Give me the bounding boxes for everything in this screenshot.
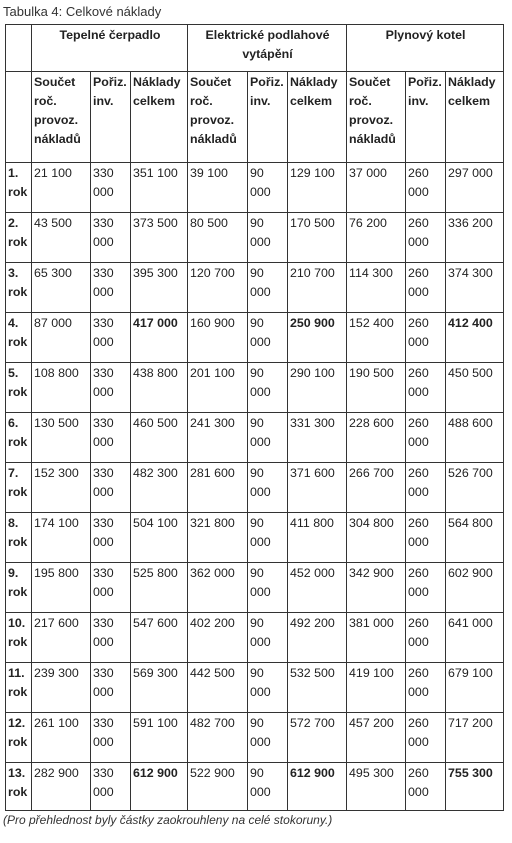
- heat-pump-total-cell: 395 300: [131, 263, 188, 313]
- electric-total-cell: 371 600: [288, 463, 347, 513]
- sub-header-acquisition-investment: Pořiz. inv.: [248, 72, 288, 163]
- gas-investment-cell: 260 000: [406, 713, 446, 763]
- corner-cell: [6, 72, 32, 163]
- electric-operating-sum-cell: 201 100: [188, 363, 248, 413]
- group-header-heat-pump: Tepelné čerpadlo: [32, 25, 188, 72]
- electric-investment-cell: 90 000: [248, 413, 288, 463]
- sub-header-acquisition-investment: Pořiz. inv.: [91, 72, 131, 163]
- heat-pump-investment-cell: 330 000: [91, 513, 131, 563]
- electric-operating-sum-cell: 160 900: [188, 313, 248, 363]
- gas-operating-sum-cell: 419 100: [347, 663, 406, 713]
- sub-header-total-costs: Náklady celkem: [446, 72, 504, 163]
- gas-investment-cell: 260 000: [406, 513, 446, 563]
- heat-pump-total-cell: 525 800: [131, 563, 188, 613]
- sub-header-annual-operating-sum: Součet roč. provoz. nákladů: [347, 72, 406, 163]
- gas-total-cell: 717 200: [446, 713, 504, 763]
- table-row: [6, 413, 504, 463]
- heat-pump-investment-cell: 330 000: [91, 413, 131, 463]
- gas-investment-cell: 260 000: [406, 463, 446, 513]
- sub-header-annual-operating-sum: Součet roč. provoz. nákladů: [188, 72, 248, 163]
- heat-pump-total-cell: 460 500: [131, 413, 188, 463]
- heat-pump-operating-sum-cell: 217 600: [32, 613, 91, 663]
- heat-pump-investment-cell: 330 000: [91, 363, 131, 413]
- sub-header-total-costs: Náklady celkem: [288, 72, 347, 163]
- gas-total-cell: 336 200: [446, 213, 504, 263]
- row-label: 1. rok: [6, 163, 32, 213]
- row-label: 6. rok: [6, 413, 32, 463]
- footnote: (Pro přehlednost byly částky zaokrouhleny na celé stokoruny.): [3, 813, 333, 827]
- gas-total-cell: 755 300: [446, 763, 504, 811]
- gas-total-cell: 602 900: [446, 563, 504, 613]
- gas-operating-sum-cell: 381 000: [347, 613, 406, 663]
- row-label: 2. rok: [6, 213, 32, 263]
- electric-total-cell: 532 500: [288, 663, 347, 713]
- electric-operating-sum-cell: 321 800: [188, 513, 248, 563]
- heat-pump-operating-sum-cell: 261 100: [32, 713, 91, 763]
- total-costs-table: [5, 24, 504, 811]
- electric-investment-cell: 90 000: [248, 763, 288, 811]
- electric-operating-sum-cell: 362 000: [188, 563, 248, 613]
- row-label: 10. rok: [6, 613, 32, 663]
- electric-investment-cell: 90 000: [248, 713, 288, 763]
- gas-operating-sum-cell: 152 400: [347, 313, 406, 363]
- row-label: 11. rok: [6, 663, 32, 713]
- electric-investment-cell: 90 000: [248, 513, 288, 563]
- gas-operating-sum-cell: 76 200: [347, 213, 406, 263]
- electric-investment-cell: 90 000: [248, 213, 288, 263]
- heat-pump-operating-sum-cell: 43 500: [32, 213, 91, 263]
- electric-operating-sum-cell: 120 700: [188, 263, 248, 313]
- gas-total-cell: 641 000: [446, 613, 504, 663]
- heat-pump-total-cell: 504 100: [131, 513, 188, 563]
- gas-total-cell: 488 600: [446, 413, 504, 463]
- gas-operating-sum-cell: 190 500: [347, 363, 406, 413]
- electric-investment-cell: 90 000: [248, 463, 288, 513]
- heat-pump-operating-sum-cell: 87 000: [32, 313, 91, 363]
- heat-pump-investment-cell: 330 000: [91, 763, 131, 811]
- sub-header-annual-operating-sum: Součet roč. provoz. nákladů: [32, 72, 91, 163]
- table-row: [6, 463, 504, 513]
- heat-pump-total-cell: 351 100: [131, 163, 188, 213]
- sub-header-total-costs: Náklady celkem: [131, 72, 188, 163]
- gas-investment-cell: 260 000: [406, 163, 446, 213]
- heat-pump-operating-sum-cell: 174 100: [32, 513, 91, 563]
- heat-pump-operating-sum-cell: 21 100: [32, 163, 91, 213]
- electric-operating-sum-cell: 281 600: [188, 463, 248, 513]
- electric-operating-sum-cell: 80 500: [188, 213, 248, 263]
- table-row: [6, 563, 504, 613]
- heat-pump-operating-sum-cell: 282 900: [32, 763, 91, 811]
- gas-operating-sum-cell: 266 700: [347, 463, 406, 513]
- gas-investment-cell: 260 000: [406, 213, 446, 263]
- electric-total-cell: 331 300: [288, 413, 347, 463]
- electric-operating-sum-cell: 482 700: [188, 713, 248, 763]
- electric-investment-cell: 90 000: [248, 363, 288, 413]
- table-row: [6, 663, 504, 713]
- table-row: [6, 163, 504, 213]
- electric-investment-cell: 90 000: [248, 263, 288, 313]
- gas-total-cell: 564 800: [446, 513, 504, 563]
- gas-total-cell: 450 500: [446, 363, 504, 413]
- electric-total-cell: 612 900: [288, 763, 347, 811]
- table-row: [6, 513, 504, 563]
- sub-header-row: [6, 72, 504, 163]
- gas-investment-cell: 260 000: [406, 663, 446, 713]
- gas-operating-sum-cell: 114 300: [347, 263, 406, 313]
- group-header-gas-boiler: Plynový kotel: [347, 25, 504, 72]
- electric-total-cell: 290 100: [288, 363, 347, 413]
- corner-cell: [6, 25, 32, 72]
- electric-operating-sum-cell: 241 300: [188, 413, 248, 463]
- row-label: 7. rok: [6, 463, 32, 513]
- table-row: [6, 313, 504, 363]
- gas-investment-cell: 260 000: [406, 413, 446, 463]
- sub-header-acquisition-investment: Pořiz. inv.: [406, 72, 446, 163]
- group-header-row: [6, 25, 504, 72]
- gas-operating-sum-cell: 37 000: [347, 163, 406, 213]
- table-row: [6, 363, 504, 413]
- electric-total-cell: 129 100: [288, 163, 347, 213]
- table-row: [6, 763, 504, 811]
- heat-pump-total-cell: 438 800: [131, 363, 188, 413]
- heat-pump-investment-cell: 330 000: [91, 163, 131, 213]
- row-label: 3. rok: [6, 263, 32, 313]
- table-row: [6, 713, 504, 763]
- electric-investment-cell: 90 000: [248, 563, 288, 613]
- heat-pump-investment-cell: 330 000: [91, 663, 131, 713]
- group-header-electric-floor-heating: Elektrické podlahové vytápění: [188, 25, 347, 72]
- heat-pump-total-cell: 547 600: [131, 613, 188, 663]
- gas-investment-cell: 260 000: [406, 313, 446, 363]
- gas-operating-sum-cell: 304 800: [347, 513, 406, 563]
- table-row: [6, 263, 504, 313]
- electric-total-cell: 250 900: [288, 313, 347, 363]
- row-label: 8. rok: [6, 513, 32, 563]
- heat-pump-total-cell: 482 300: [131, 463, 188, 513]
- gas-investment-cell: 260 000: [406, 613, 446, 663]
- gas-total-cell: 297 000: [446, 163, 504, 213]
- heat-pump-operating-sum-cell: 130 500: [32, 413, 91, 463]
- row-label: 13. rok: [6, 763, 32, 811]
- table-caption: Tabulka 4: Celkové náklady: [3, 4, 162, 19]
- table-row: [6, 613, 504, 663]
- heat-pump-operating-sum-cell: 195 800: [32, 563, 91, 613]
- gas-operating-sum-cell: 495 300: [347, 763, 406, 811]
- electric-investment-cell: 90 000: [248, 613, 288, 663]
- electric-operating-sum-cell: 402 200: [188, 613, 248, 663]
- electric-total-cell: 411 800: [288, 513, 347, 563]
- electric-investment-cell: 90 000: [248, 313, 288, 363]
- gas-total-cell: 374 300: [446, 263, 504, 313]
- heat-pump-investment-cell: 330 000: [91, 313, 131, 363]
- electric-total-cell: 452 000: [288, 563, 347, 613]
- row-label: 12. rok: [6, 713, 32, 763]
- electric-total-cell: 210 700: [288, 263, 347, 313]
- heat-pump-investment-cell: 330 000: [91, 563, 131, 613]
- heat-pump-operating-sum-cell: 65 300: [32, 263, 91, 313]
- heat-pump-operating-sum-cell: 239 300: [32, 663, 91, 713]
- electric-total-cell: 170 500: [288, 213, 347, 263]
- electric-operating-sum-cell: 442 500: [188, 663, 248, 713]
- electric-investment-cell: 90 000: [248, 663, 288, 713]
- gas-investment-cell: 260 000: [406, 263, 446, 313]
- gas-operating-sum-cell: 457 200: [347, 713, 406, 763]
- heat-pump-operating-sum-cell: 108 800: [32, 363, 91, 413]
- electric-operating-sum-cell: 522 900: [188, 763, 248, 811]
- gas-investment-cell: 260 000: [406, 363, 446, 413]
- gas-investment-cell: 260 000: [406, 763, 446, 811]
- heat-pump-operating-sum-cell: 152 300: [32, 463, 91, 513]
- row-label: 4. rok: [6, 313, 32, 363]
- heat-pump-investment-cell: 330 000: [91, 463, 131, 513]
- table-row: [6, 213, 504, 263]
- heat-pump-total-cell: 591 100: [131, 713, 188, 763]
- row-label: 9. rok: [6, 563, 32, 613]
- gas-total-cell: 679 100: [446, 663, 504, 713]
- gas-operating-sum-cell: 228 600: [347, 413, 406, 463]
- gas-total-cell: 412 400: [446, 313, 504, 363]
- heat-pump-investment-cell: 330 000: [91, 713, 131, 763]
- gas-investment-cell: 260 000: [406, 563, 446, 613]
- row-label: 5. rok: [6, 363, 32, 413]
- heat-pump-investment-cell: 330 000: [91, 213, 131, 263]
- heat-pump-total-cell: 373 500: [131, 213, 188, 263]
- electric-investment-cell: 90 000: [248, 163, 288, 213]
- electric-total-cell: 492 200: [288, 613, 347, 663]
- gas-total-cell: 526 700: [446, 463, 504, 513]
- heat-pump-investment-cell: 330 000: [91, 263, 131, 313]
- heat-pump-total-cell: 569 300: [131, 663, 188, 713]
- heat-pump-total-cell: 417 000: [131, 313, 188, 363]
- gas-operating-sum-cell: 342 900: [347, 563, 406, 613]
- electric-operating-sum-cell: 39 100: [188, 163, 248, 213]
- electric-total-cell: 572 700: [288, 713, 347, 763]
- table-body: [6, 163, 504, 811]
- heat-pump-investment-cell: 330 000: [91, 613, 131, 663]
- heat-pump-total-cell: 612 900: [131, 763, 188, 811]
